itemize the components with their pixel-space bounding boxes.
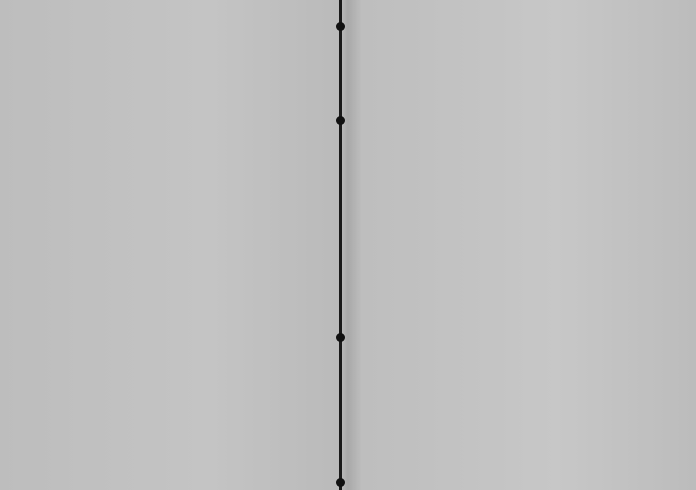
binding-mark xyxy=(336,116,345,125)
heading-sevastopol-station xyxy=(351,34,687,64)
binding-mark xyxy=(336,22,345,31)
binding-mark xyxy=(336,333,345,342)
right-column xyxy=(367,0,687,68)
binding-mark xyxy=(336,478,345,487)
left-column xyxy=(10,0,328,36)
page-fold-divider xyxy=(339,0,342,490)
